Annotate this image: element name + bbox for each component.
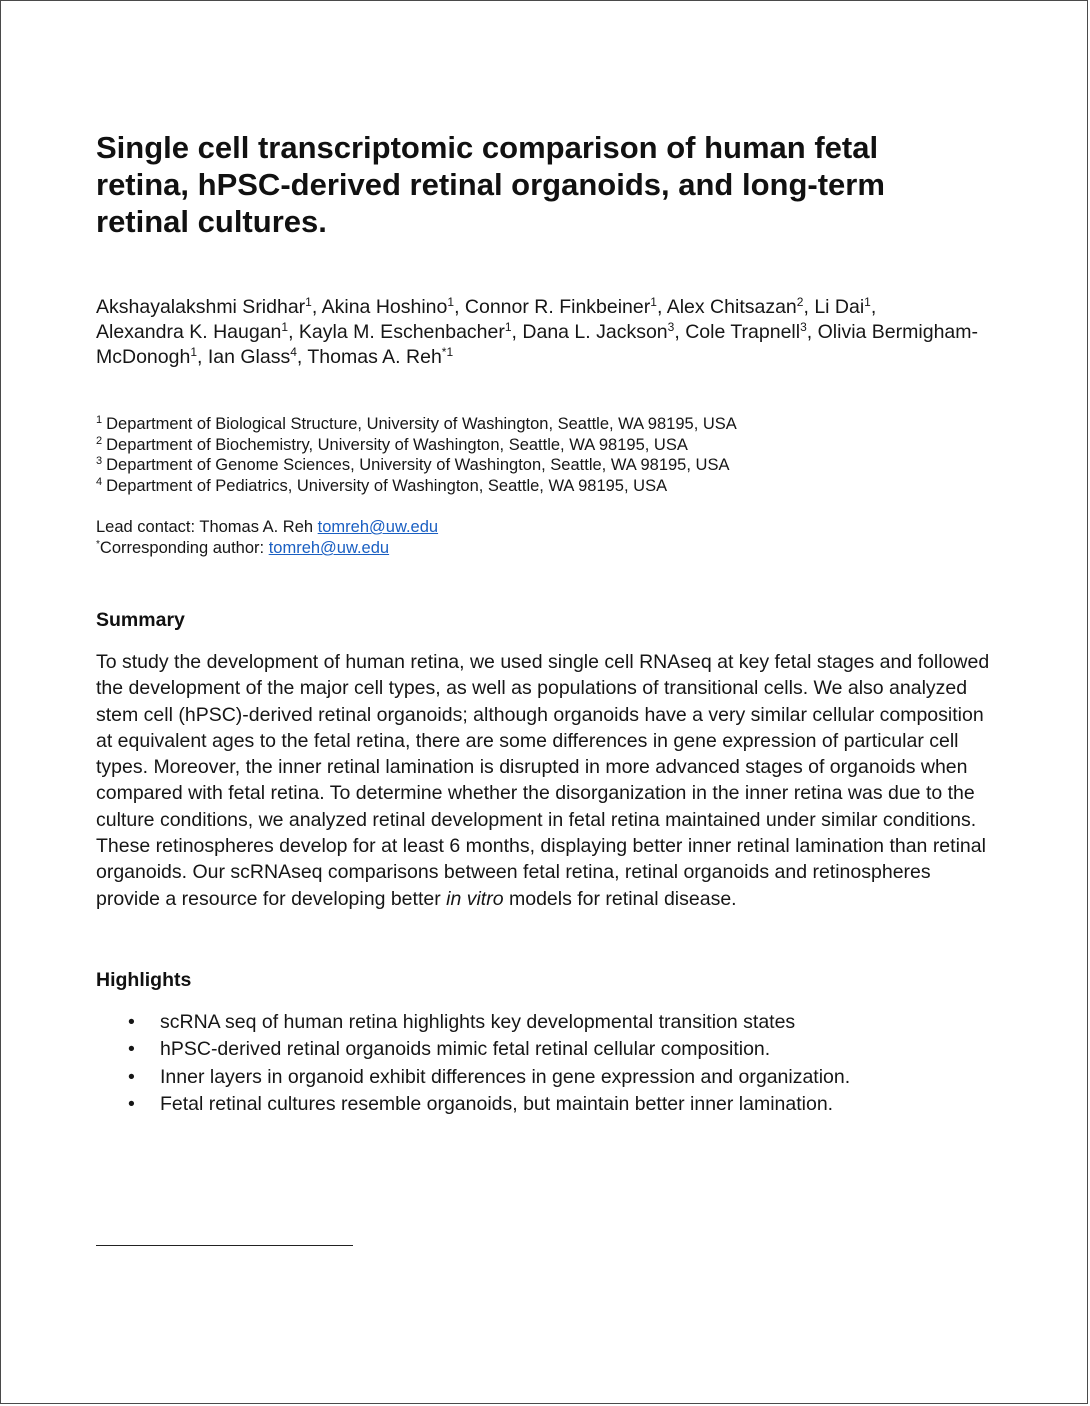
- author: Thomas A. Reh$^{*1}$: [307, 345, 454, 368]
- author: Akshayalakshmi Sridhar$^1$,: [96, 295, 322, 318]
- paper-title: Single cell transcriptomic comparison of human fetal retina, hPSC-derived retinal organoids, and long-term retinal cultures.: [96, 130, 885, 239]
- corresponding-author: *Corresponding author: tomreh@uw.edu: [96, 539, 390, 557]
- highlights-heading: Highlights: [96, 968, 192, 991]
- affiliation-item: $^4$ Department of Pediatrics, University of Washington, Seattle, WA 98195, USA: [96, 475, 668, 495]
- author: Ian Glass$^4$,: [207, 345, 308, 368]
- highlight-item: • scRNA seq of human retina highlights key developmental transition states: [96, 1009, 1006, 1036]
- bullet-icon: •: [128, 1092, 135, 1115]
- affiliation-list: [96, 414, 1006, 496]
- corresponding-author-email-link[interactable]: tomreh@uw.edu: [268, 539, 390, 557]
- lead-contact-email-link[interactable]: tomreh@uw.edu: [317, 518, 439, 536]
- summary-heading: Summary: [96, 609, 185, 631]
- footnote-divider: [96, 1245, 353, 1246]
- highlights-list: [96, 1009, 1006, 1118]
- author: Alexandra K. Haugan$^1$,: [96, 320, 299, 343]
- summary-paragraph: To study the development of human retina, we used single cell RNAseq at key fetal stages and followed the development of the major cell types, as well as populations of transitional cells. We also analyzed stem cell (hPSC)-derived retinal organoids; although organoids have a very similar cellular composition at equivalent ages to the fetal retina, there are some differences in gene expression of particular cell types. Moreover, the inner retinal lamination is disrupted in more advanced stages of organoids when compared with fetal retina. To determine whether the disorganization in the inner retina was due to the culture conditions, we analyzed retinal development in fetal retina maintained under similar conditions. These retinospheres develop for at least 6 months, displaying better inner retinal lamination than retinal organoids. Our scRNAseq comparisons between fetal retina, retinal organoids and retinospheres provide a resource for developing better in vitro models for retinal disease.: [96, 651, 990, 910]
- author: Cole Trapnell$^3$,: [685, 320, 818, 343]
- author: Connor R. Finkbeiner$^1$,: [464, 295, 667, 318]
- highlight-item: • Inner layers in organoid exhibit differences in gene expression and organization.: [96, 1064, 1006, 1091]
- author: Alex Chitsazan$^2$,: [666, 295, 815, 318]
- author: Li Dai$^1$,: [814, 295, 877, 318]
- page-content: [96, 129, 1006, 1118]
- contact-block: [96, 517, 1006, 559]
- bullet-icon: •: [128, 1010, 135, 1033]
- author-list: [96, 295, 1006, 370]
- author: Akina Hoshino$^1$,: [321, 295, 465, 318]
- author: Kayla M. Eschenbacher$^1$,: [298, 320, 523, 343]
- affiliation-item: $^2$ Department of Biochemistry, University of Washington, Seattle, WA 98195, USA: [96, 434, 688, 454]
- author: Olivia Bermigham-McDonogh$^1$,: [96, 321, 978, 368]
- lead-contact: Lead contact: Thomas A. Reh tomreh@uw.edu: [96, 518, 439, 536]
- affiliation-item: $^3$ Department of Genome Sciences, University of Washington, Seattle, WA 98195, USA: [96, 455, 730, 474]
- author: Dana L. Jackson$^3$,: [522, 320, 686, 343]
- highlight-item: • hPSC-derived retinal organoids mimic fetal retinal cellular composition.: [96, 1036, 1006, 1063]
- bullet-icon: •: [128, 1065, 135, 1088]
- affiliation-item: $^1$ Department of Biological Structure, University of Washington, Seattle, WA 98195, USA: [96, 414, 737, 433]
- bullet-icon: •: [128, 1038, 135, 1061]
- highlight-item: • Fetal retinal cultures resemble organoids, but maintain better inner lamination.: [96, 1091, 1006, 1118]
